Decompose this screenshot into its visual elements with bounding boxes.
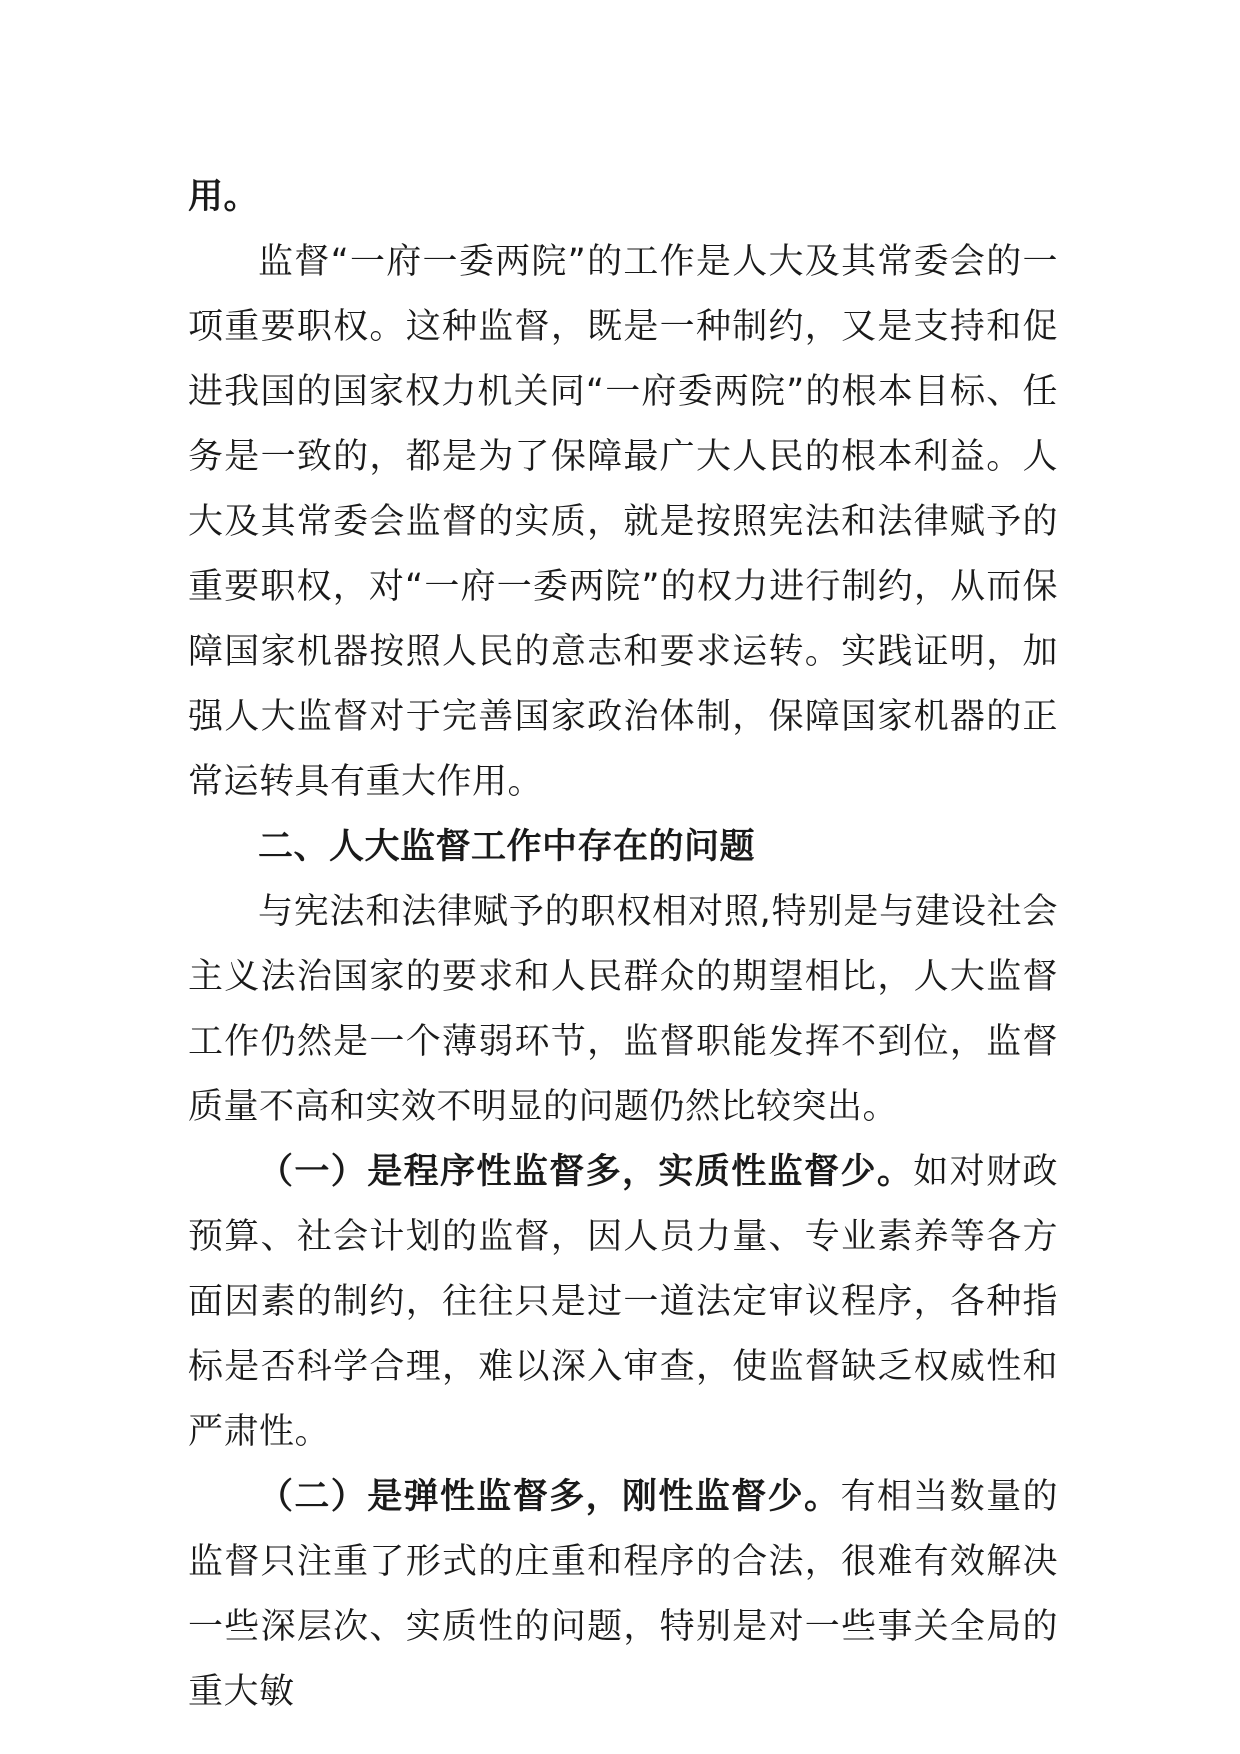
list-item-flexible bbox=[188, 1465, 1058, 1725]
paragraph-supervision-role: 监督“一府一委两院”的工作是人大及其常委会的一项重要职权。这种监督，既是一种制约，又是支持和促进我国的国家权力机关同“一府委两院”的根本目标、任务是一致的，都是为了保障最广大人民的根本利益。人大及其常委会监督的实质，就是按照宪法和法律赋予的重要职权，对“一府一委两院”的权力进行制约，从而保障国家机器按照人民的意志和要求运转。实践证明，加强人大监督对于完善国家政治体制，保障国家机器的正常运转具有重大作用。 bbox=[188, 242, 1058, 802]
document-body bbox=[188, 165, 1058, 1725]
continuation-text: 用。 bbox=[188, 177, 260, 217]
section-heading: 二、人大监督工作中存在的问题 bbox=[258, 827, 756, 867]
list-item-title: （二）是弹性监督多，刚性监督少。 bbox=[258, 1477, 841, 1517]
paragraph-problems-overview: 与宪法和法律赋予的职权相对照,特别是与建设社会主义法治国家的要求和人民群众的期望相比，人大监督工作仍然是一个薄弱环节，监督职能发挥不到位，监督质量不高和实效不明显的问题仍然比较突出。 bbox=[188, 892, 1058, 1127]
list-item-body: 有相当数量的监督只注重了形式的庄重和程序的合法，很难有效解决一些深层次、实质性的问题，特别是对一些事关全局的重大敏 bbox=[188, 1477, 1058, 1712]
list-item-body: 如对财政预算、社会计划的监督，因人员力量、专业素养等各方面因素的制约，往往只是过一道法定审议程序，各种指标是否科学合理，难以深入审查，使监督缺乏权威性和严肃性。 bbox=[188, 1152, 1058, 1452]
list-item-title: （一）是程序性监督多，实质性监督少。 bbox=[258, 1152, 914, 1192]
list-item-procedural bbox=[188, 1140, 1058, 1465]
